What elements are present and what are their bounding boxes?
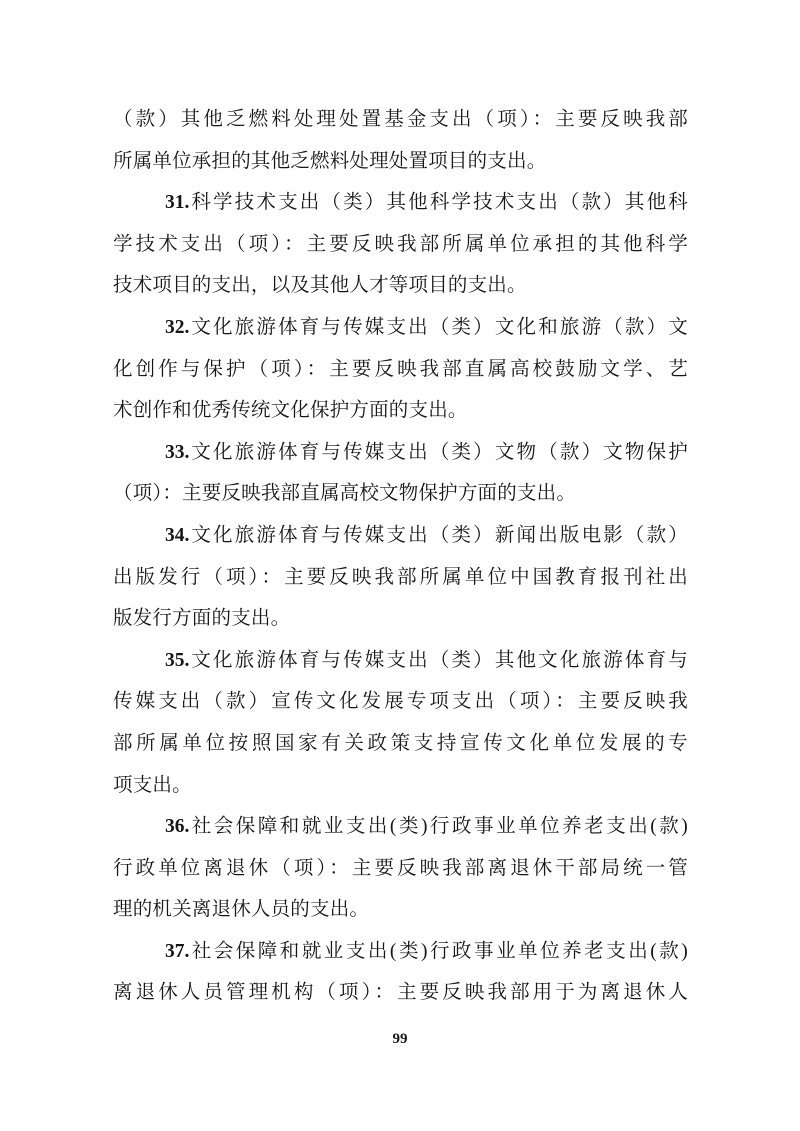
paragraph-item-32 [113, 307, 688, 432]
paragraph-line [113, 640, 688, 682]
paragraph-line [113, 515, 688, 557]
paragraph-line [113, 557, 688, 599]
paragraph-line [113, 806, 688, 848]
paragraph-item-36 [113, 806, 688, 931]
line-text: 版发行方面的支出。 [113, 608, 291, 630]
paragraph-item-35 [113, 640, 688, 806]
line-text: 行政单位离退休（项）：主要反映我部离退休干部局统一管 [113, 857, 688, 879]
line-text: 社会保障和就业支出(类)行政事业单位养老支出(款) [189, 816, 688, 838]
item-number: 36. [165, 816, 190, 838]
page-number: 99 [392, 1031, 408, 1047]
paragraph-line [113, 349, 688, 391]
line-text: 理的机关离退休人员的支出。 [113, 899, 370, 921]
item-number: 34. [165, 524, 190, 546]
paragraph-line [113, 848, 688, 890]
paragraph-line [113, 972, 688, 1014]
paragraph-line [113, 390, 688, 432]
paragraph-line [113, 765, 688, 807]
item-number: 32. [165, 316, 190, 338]
item-number: 33. [165, 441, 190, 463]
paragraph-line [113, 265, 688, 307]
line-text: 离退休人员管理机构（项）：主要反映我部用于为离退休人 [113, 982, 688, 1004]
paragraph-line [113, 473, 688, 515]
line-text: 出版发行（项）：主要反映我部所属单位中国教育报刊社出 [113, 566, 688, 588]
line-text: 文化旅游体育与传媒支出（类）文物（款）文物保护 [189, 441, 688, 463]
item-number: 37. [165, 940, 190, 962]
paragraph-line [113, 141, 688, 183]
paragraph-line [113, 432, 688, 474]
paragraph-item-33 [113, 432, 688, 515]
paragraph-line [113, 931, 688, 973]
paragraph-line [113, 598, 688, 640]
paragraph-line [113, 307, 688, 349]
line-text: 社会保障和就业支出(类)行政事业单位养老支出(款) [189, 940, 688, 962]
line-text: 传媒支出（款）宣传文化发展专项支出（项）：主要反映我 [113, 691, 688, 713]
item-number: 35. [165, 649, 190, 671]
paragraph-line [113, 723, 688, 765]
paragraph-item-37 [113, 931, 688, 1014]
line-text: 科学技术支出（类）其他科学技术支出（款）其他科 [189, 192, 688, 214]
paragraph-item-34 [113, 515, 688, 640]
line-text: 所属单位承担的其他乏燃料处理处置项目的支出。 [113, 150, 547, 172]
line-text: 术创作和优秀传统文化保护方面的支出。 [113, 400, 468, 422]
line-text: （款）其他乏燃料处理处置基金支出（项）：主要反映我部 [113, 109, 688, 130]
paragraph-line [113, 99, 688, 141]
line-text: 文化旅游体育与传媒支出（类）文化和旅游（款）文 [189, 316, 688, 338]
line-text: 文化旅游体育与传媒支出（类）新闻出版电影（款） [189, 524, 688, 546]
line-text: 部所属单位按照国家有关政策支持宣传文化单位发展的专 [113, 732, 688, 754]
line-text: 文化旅游体育与传媒支出（类）其他文化旅游体育与 [189, 649, 688, 671]
paragraph-line [113, 182, 688, 224]
item-number: 31. [165, 192, 190, 214]
line-text: 技术项目的支出，以及其他人才等项目的支出。 [113, 275, 527, 297]
document-body [113, 99, 688, 1014]
paragraph-line [113, 681, 688, 723]
line-text: 学技术支出（项）：主要反映我部所属单位承担的其他科学 [113, 233, 688, 255]
paragraph-item-30-continuation [113, 99, 688, 182]
paragraph-line [113, 889, 688, 931]
line-text: 化创作与保护（项）：主要反映我部直属高校鼓励文学、艺 [113, 358, 688, 380]
paragraph-item-31 [113, 182, 688, 307]
paragraph-line [113, 224, 688, 266]
line-text: （项）：主要反映我部直属高校文物保护方面的支出。 [113, 483, 577, 505]
line-text: 项支出。 [113, 774, 192, 796]
